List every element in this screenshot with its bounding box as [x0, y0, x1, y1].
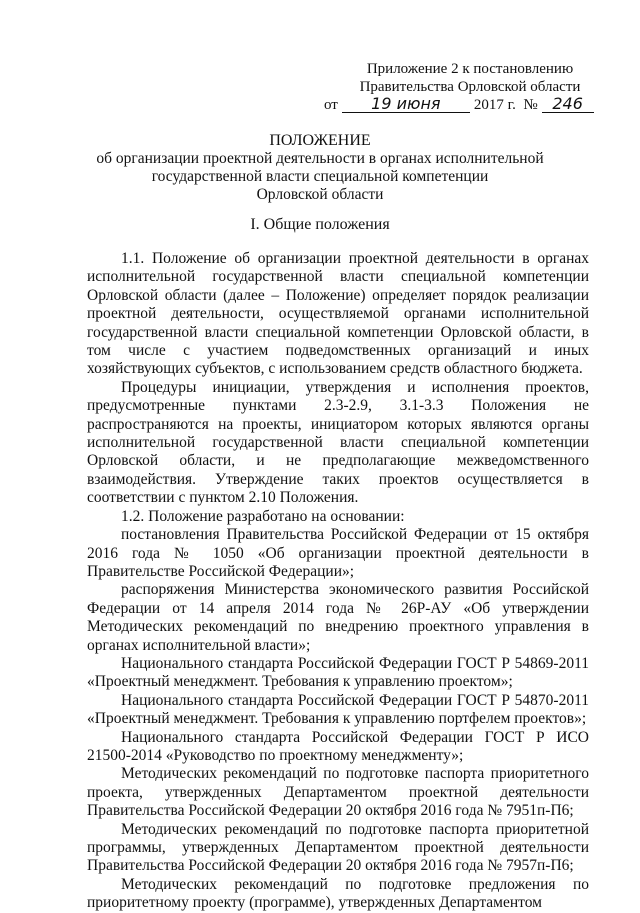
handwritten-number: 246	[542, 96, 594, 113]
title-line-4: Орловской области	[256, 186, 384, 203]
title-main: ПОЛОЖЕНИЕ	[269, 132, 371, 149]
paragraph: Методических рекомендаций по подготовке паспорта приоритетного проекта, утвержденных Департаментом проектной деятельности Правительства Российской Федерации 20 октября 2016 года № 7951п-П6;	[87, 765, 589, 820]
document-title	[0, 132, 640, 204]
paragraph: Методических рекомендаций по подготовке предложения по приоритетному проекту (программе), утвержденных Департаментом	[87, 875, 589, 912]
title-line-3: государственной власти специальной компетенции	[151, 168, 489, 185]
paragraph: распоряжения Министерства экономического развития Российской Федерации от 14 апреля 2014 года № 26Р-АУ «Об утверждении Методических рекомендаций по внедрению проектного управления в органах исполнительной власти»;	[87, 581, 589, 654]
appendix-date-line	[324, 96, 605, 114]
year: 2017 г.	[473, 97, 516, 113]
paragraph: Методических рекомендаций по подготовке паспорта приоритетной программы, утвержденных Департаментом проектной деятельности Правительства Российской Федерации 20 октября 2016 года № 7957п-П6;	[87, 820, 589, 875]
appendix-header	[324, 60, 605, 114]
paragraph: Национального стандарта Российской Федерации ГОСТ Р 54870-2011 «Проектный менеджмент. Требования к управлению портфелем проектов»;	[87, 691, 589, 728]
paragraph: Национального стандарта Российской Федерации ГОСТ Р ИСО 21500-2014 «Руководство по проектному менеджменту»;	[87, 728, 589, 764]
number-prefix: №	[523, 97, 538, 113]
paragraph: Национального стандарта Российской Федерации ГОСТ Р 54869-2011 «Проектный менеджмент. Требования к управлению проектом»;	[87, 654, 589, 691]
title-line-2: об организации проектной деятельности в органах исполнительной	[96, 150, 544, 167]
appendix-line-1: Приложение 2 к постановлению	[366, 61, 574, 77]
paragraph: 1.1. Положение об организации проектной деятельности в органах исполнительной государственной власти специальной компетенции Орловской области (далее – Положение) определяет порядок реализации проектной деятельности, осуществляемой органами исполнительной государственной власти специальной компетенции Орловской области, в том числе с участием подведомственных организаций и иных хозяйствующих субъектов, с использованием средств областного бюджета.	[87, 250, 589, 378]
document-body	[87, 250, 589, 913]
handwritten-date: 19 июня	[342, 96, 470, 113]
from-prefix: от	[324, 97, 338, 113]
appendix-line-2: Правительства Орловской области	[359, 79, 581, 95]
paragraph: постановления Правительства Российской Федерации от 15 октября 2016 года № 1050 «Об организации проектной деятельности в Правительстве Российской Федерации»;	[87, 526, 589, 580]
paragraph: Процедуры инициации, утверждения и исполнения проектов, предусмотренные пунктами 2.3-2.9, 3.1-3.3 Положения не распространяются на проекты, инициатором которых являются органы исполнительной государственной власти специальной компетенции Орловской области, и не предполагающие межведомственного взаимодействия. Утверждение таких проектов осуществляется в соответствии с пунктом 2.10 Положения.	[87, 378, 589, 507]
section-heading: I. Общие положения	[250, 216, 390, 233]
paragraph: 1.2. Положение разработано на основании:	[121, 507, 405, 525]
